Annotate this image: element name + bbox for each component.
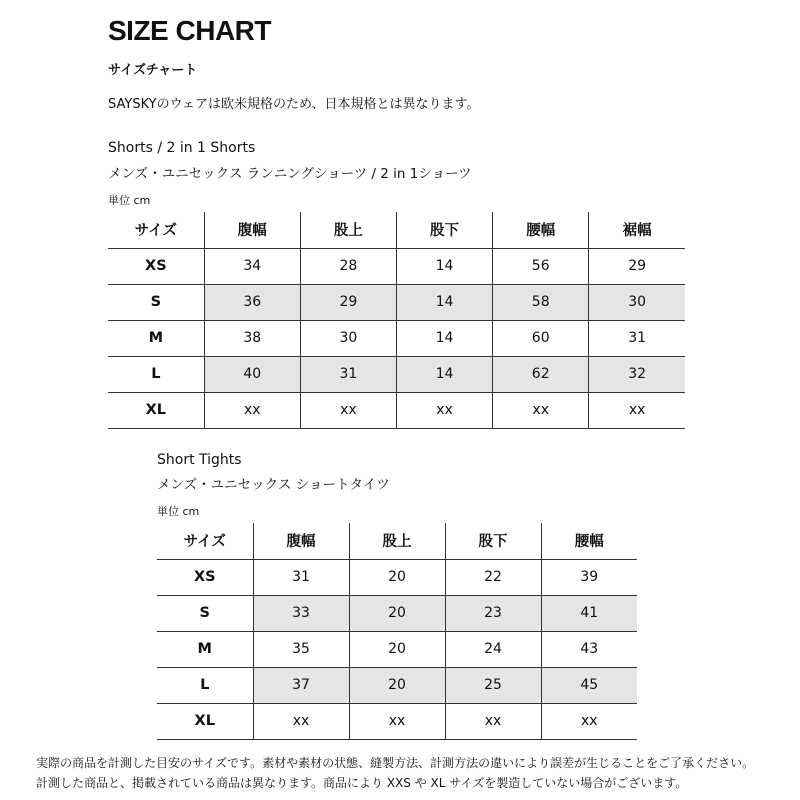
table-cell: 32	[589, 356, 685, 392]
table-cell: 31	[589, 320, 685, 356]
table-cell: 40	[204, 356, 300, 392]
table-row	[157, 667, 637, 703]
table-cell: xx	[445, 703, 541, 739]
table-cell: 31	[253, 559, 349, 595]
size-label: XL	[108, 392, 204, 428]
table-cell: 43	[541, 631, 637, 667]
shorts-section-subtitle: メンズ・ユニセックス ランニングショーツ / 2 in 1ショーツ	[108, 166, 472, 182]
table-cell: xx	[204, 392, 300, 428]
size-label: L	[157, 667, 253, 703]
column-header: 股上	[300, 212, 396, 248]
column-header: 股下	[445, 523, 541, 559]
table-cell: xx	[349, 703, 445, 739]
tights-size-table	[157, 523, 637, 740]
table-row	[157, 559, 637, 595]
column-header: サイズ	[108, 212, 204, 248]
table-row	[108, 320, 685, 356]
table-cell: 14	[396, 284, 492, 320]
table-header-row	[108, 212, 685, 248]
column-header: 裾幅	[589, 212, 685, 248]
size-label: S	[157, 595, 253, 631]
column-header: 腰幅	[541, 523, 637, 559]
column-header: 腹幅	[253, 523, 349, 559]
table-cell: 33	[253, 595, 349, 631]
table-row	[108, 356, 685, 392]
table-cell: 30	[589, 284, 685, 320]
page-title: SIZE CHART	[108, 15, 271, 46]
column-header: 股上	[349, 523, 445, 559]
table-row	[108, 248, 685, 284]
size-label: S	[108, 284, 204, 320]
column-header: 腰幅	[493, 212, 589, 248]
column-header: 腹幅	[204, 212, 300, 248]
table-cell: 22	[445, 559, 541, 595]
table-cell: 14	[396, 248, 492, 284]
shorts-size-table	[108, 212, 685, 429]
table-cell: 60	[493, 320, 589, 356]
table-cell: 58	[493, 284, 589, 320]
table-cell: 31	[300, 356, 396, 392]
table-cell: 41	[541, 595, 637, 631]
tights-section-subtitle: メンズ・ユニセックス ショートタイツ	[157, 477, 390, 493]
tights-unit-label: 単位 cm	[157, 505, 200, 518]
page-subtitle: サイズチャート	[108, 63, 198, 78]
table-cell: xx	[493, 392, 589, 428]
table-cell: xx	[541, 703, 637, 739]
tights-section-title: Short Tights	[157, 452, 242, 468]
table-cell: 25	[445, 667, 541, 703]
table-cell: 35	[253, 631, 349, 667]
table-cell: xx	[589, 392, 685, 428]
shorts-unit-label: 単位 cm	[108, 194, 151, 207]
table-cell: xx	[396, 392, 492, 428]
table-cell: 56	[493, 248, 589, 284]
table-cell: xx	[300, 392, 396, 428]
table-cell: xx	[253, 703, 349, 739]
table-row	[108, 284, 685, 320]
table-cell: 20	[349, 631, 445, 667]
table-cell: 30	[300, 320, 396, 356]
table-row	[108, 392, 685, 428]
table-cell: 20	[349, 667, 445, 703]
size-label: XS	[157, 559, 253, 595]
table-cell: 14	[396, 356, 492, 392]
table-row	[157, 703, 637, 739]
table-cell: 20	[349, 559, 445, 595]
table-cell: 39	[541, 559, 637, 595]
column-header: 股下	[396, 212, 492, 248]
table-cell: 14	[396, 320, 492, 356]
table-cell: 45	[541, 667, 637, 703]
size-label: M	[157, 631, 253, 667]
size-label: L	[108, 356, 204, 392]
table-cell: 28	[300, 248, 396, 284]
sizing-notice: SAYSKYのウェアは欧米規格のため、日本規格とは異なります。	[108, 97, 480, 112]
table-cell: 62	[493, 356, 589, 392]
table-cell: 29	[300, 284, 396, 320]
footer-disclaimer-line-1: 実際の商品を計測した目安のサイズです。素材や素材の状態、縫製方法、計測方法の違いにより誤差が生じることをご了承ください。	[36, 756, 755, 770]
table-cell: 37	[253, 667, 349, 703]
table-header-row	[157, 523, 637, 559]
table-cell: 23	[445, 595, 541, 631]
size-label: M	[108, 320, 204, 356]
table-cell: 34	[204, 248, 300, 284]
table-cell: 38	[204, 320, 300, 356]
table-cell: 24	[445, 631, 541, 667]
table-cell: 36	[204, 284, 300, 320]
footer-disclaimer-line-2: 計測した商品と、掲載されている商品は異なります。商品により XXS や XL サイズを製造していない場合がございます。	[36, 776, 688, 790]
table-row	[157, 631, 637, 667]
table-cell: 29	[589, 248, 685, 284]
size-label: XL	[157, 703, 253, 739]
size-label: XS	[108, 248, 204, 284]
table-row	[157, 595, 637, 631]
column-header: サイズ	[157, 523, 253, 559]
shorts-section-title: Shorts / 2 in 1 Shorts	[108, 140, 256, 156]
table-cell: 20	[349, 595, 445, 631]
